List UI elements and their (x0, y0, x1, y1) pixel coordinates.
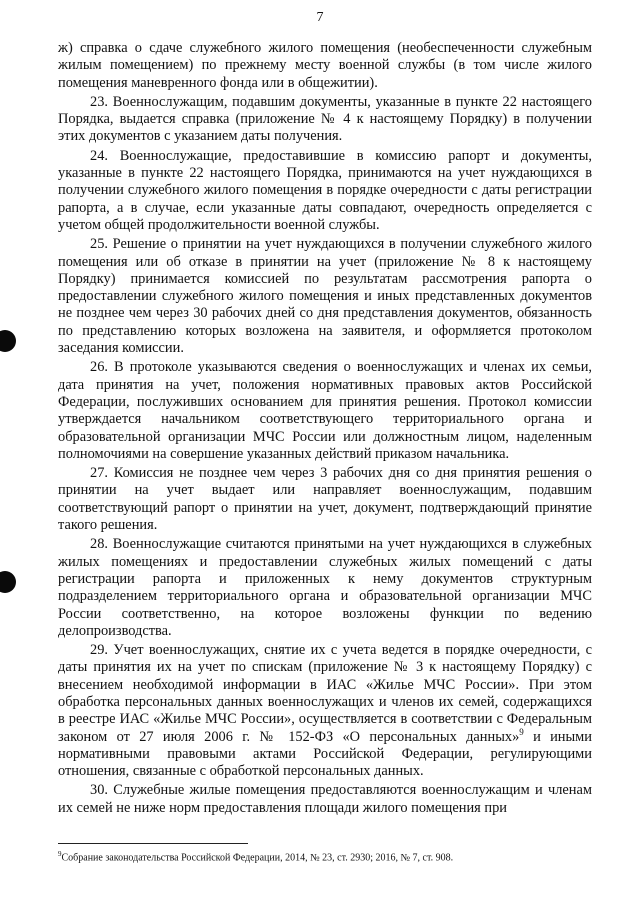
paragraph-25: 25. Решение о принятии на учет нуждающихся в получении служебного жилого помещения или об отказе в принятии на учет (приложение № 8 к настоящему Порядку) принимается комиссией по результатам рассмотрения рапорта о предоставлении служебного жилого помещения и иных представленных документов не позднее чем через 30 рабочих дней со дня представления документов, обязанность по представлению которых возложена на заявителя, и оформляется протоколом заседания комиссии. (58, 236, 592, 357)
footnote (58, 848, 598, 864)
paragraph-29 (58, 642, 592, 780)
document-body (58, 40, 592, 819)
paragraph-26: 26. В протоколе указываются сведения о военнослужащих и членах их семьи, дата принятия на учет, положения нормативных правовых актов Российской Федерации, послуживших основанием для принятия решения. Протокол комиссии утверждается начальником соответствующего территориального органа и образовательной организации МЧС России или должностным лицом, наделенным полномочиями на совершение указанных действий приказом начальника. (58, 359, 592, 462)
page-number: 7 (316, 10, 324, 25)
paragraph-23: 23. Военнослужащим, подавшим документы, указанные в пункте 22 настоящего Порядка, выдается справка (приложение № 4 к настоящему Порядку) в получении этих документов с указанием даты получения. (58, 93, 592, 145)
paragraph-22-zh: ж) справка о сдаче служебного жилого помещения (необеспеченности служебным жилым помещением) по прежнему месту военной службы (в том числе жилого помещения маневренного фонда или в общежитии). (58, 40, 592, 91)
footnote-text: Собрание законодательства Российской Федерации, 2014, № 23, ст. 2930; 2016, № 7, ст. 908. (61, 852, 454, 864)
paragraph-29-text-before: 29. Учет военнослужащих, снятие их с учета ведется в порядке очередности, с даты принятия их на учет по спискам (приложение № 3 к настоящему Порядку) с внесением необходимой информации в ИАС «Жилье МЧС России». При этом обработка персональных данных военнослужащих и членов их семей, содержащихся в реестре ИАС «Жилье МЧС России», осуществляется в соответствии с Федеральным законом от 27 июля 2006 г. № 152-ФЗ «О персональных данных» (58, 642, 592, 745)
paragraph-30: 30. Служебные жилые помещения предоставляются военнослужащим и членам их семей не ниже норм предоставления площади жилого помещения при (58, 782, 592, 816)
paragraph-27: 27. Комиссия не позднее чем через 3 рабочих дня со дня принятия решения о принятии на учет выдает или направляет военнослужащим, подавшим соответствующий рапорт о принятии на учет, документ, подтверждающий принятие такого решения. (58, 465, 592, 534)
footnote-divider (58, 843, 248, 844)
punch-hole-lower (0, 571, 16, 593)
footnote-reference: 9 (519, 726, 524, 737)
paragraph-28: 28. Военнослужащие считаются принятыми на учет нуждающихся в служебных жилых помещениях и предоставлении служебных жилых помещений с даты регистрации рапорта и приложенных к нему документов структурным подразделением территориального органа и образовательной организации МЧС России соответственно, на которое возложены функции по ведению делопроизводства. (58, 536, 592, 639)
paragraph-29-text-after: и иными нормативными правовыми актами Российской Федерации, регулирующими отношения, связанные с обработкой персональных данных. (58, 728, 592, 780)
punch-hole-upper (0, 330, 16, 352)
paragraph-24: 24. Военнослужащие, предоставившие в комиссию рапорт и документы, указанные в пункте 22 настоящего Порядка, принимаются на учет нуждающихся в получении служебного жилого помещения в порядке очередности с даты регистрации рапорта, а в случае, если указанные даты совпадают, очередность определяется с учетом общей продолжительности военной службы. (58, 147, 592, 233)
footnote-marker: 9 (58, 850, 62, 858)
